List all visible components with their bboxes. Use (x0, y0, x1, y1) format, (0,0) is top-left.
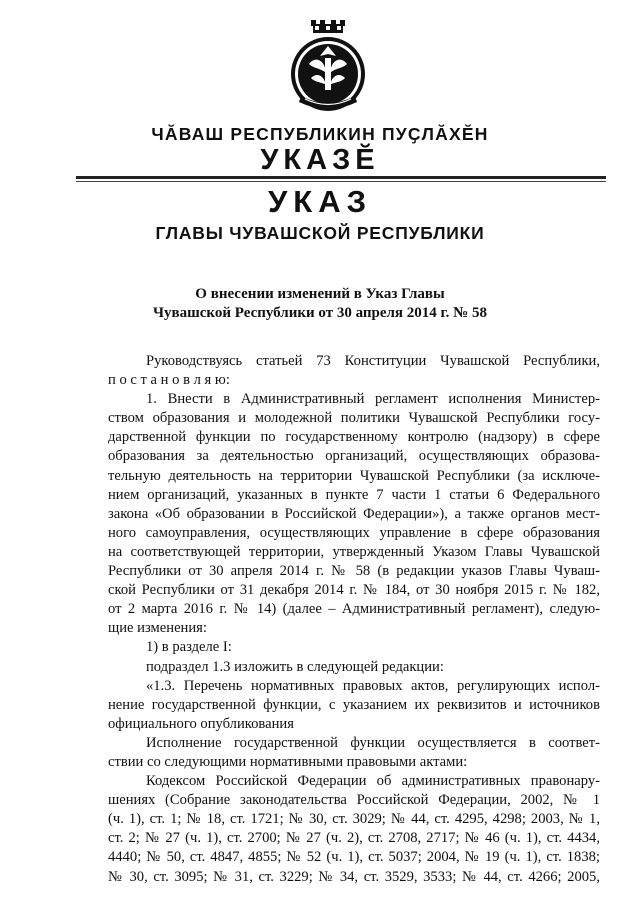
chuvash-ukaz-title: УКАЗӖ (260, 144, 380, 176)
body-line: официального опубликования (108, 715, 294, 732)
body-line: от 2 марта 2016 г. № 14) (далее – Административный регламент), следую- (108, 601, 600, 618)
body-line: нение государственной функции, с указанием их реквизитов и источников (108, 696, 600, 713)
body-line: шениях (Собрание законодательства Российской Федерации, 2002, № 1 (108, 792, 600, 809)
body-line: закона «Об образовании в Российской Федерации»), а также органов мест- (108, 505, 600, 522)
body-line: щие изменения: (108, 620, 207, 637)
body-line: Исполнение государственной функции осуществляется в соответ- (146, 734, 600, 751)
header-divider-thin (76, 181, 606, 182)
body-line: ствии со следующими нормативными правовыми актами: (108, 753, 468, 770)
body-line: ст. 2; № 27 (ч. 1), ст. 2700; № 27 (ч. 2), ст. 2708, 2717; № 46 (ч. 1), ст. 4434, (108, 830, 600, 847)
body-line: на соответствующей территории, утвержденный Указом Главы Чувашской (108, 543, 600, 560)
issuing-authority: ГЛАВЫ ЧУВАШСКОЙ РЕСПУБЛИКИ (155, 223, 485, 243)
body-line: 1) в разделе I: (146, 639, 232, 656)
body-line: Республики от 30 апреля 2014 г. № 58 (в редакции указов Главы Чуваш- (108, 563, 600, 580)
body-line: Кодексом Российской Федерации об административных правонару- (146, 773, 600, 790)
body-line: Руководствуясь статьей 73 Конституции Чувашской Республики, (146, 353, 600, 369)
document-subject (0, 285, 640, 323)
body-line: ством образования и молодежной политики Чувашской Республики госу- (108, 410, 600, 427)
document-type-title: УКАЗ (267, 184, 372, 219)
coat-of-arms-emblem (287, 20, 369, 114)
body-line: ного самоуправления, осуществляющих управление в сфере образования (108, 524, 600, 541)
body-line: образования за деятельностью организаций, осуществляющих образова- (108, 448, 600, 465)
chuvash-header-title: ЧӐВАШ РЕСПУБЛИКИН ПУҪЛӐХӖН (151, 124, 489, 144)
document-body (108, 352, 600, 887)
subject-line: Чувашской Республики от 30 апреля 2014 г. № 58 (153, 305, 487, 321)
body-line: нием организаций, указанных в пункте 7 части 1 статьи 6 Федерального (108, 486, 600, 503)
subject-line: О внесении изменений в Указ Главы (195, 286, 445, 302)
body-line: подраздел 1.3 изложить в следующей редакции: (146, 658, 444, 675)
body-line: тельную деятельность на территории Чувашской Республики (за исключе- (108, 467, 600, 484)
body-line: (ч. 1), ст. 1; № 18, ст. 1721; № 30, ст. 3029; № 44, ст. 4295, 4298; 2003, № 1, (108, 811, 600, 828)
body-line: «1.3. Перечень нормативных правовых актов, регулирующих испол- (146, 677, 600, 694)
body-line: 1. Внести в Административный регламент исполнения Министер- (146, 391, 600, 408)
body-line: ской Республики от 31 декабря 2014 г. № 184, от 30 ноября 2015 г. № 182, (108, 582, 600, 599)
header-divider-thick (76, 176, 606, 179)
body-line: № 30, ст. 3095; № 31, ст. 3229; № 34, ст. 3529, 3533; № 44, ст. 4266; 2005, (108, 868, 600, 885)
body-line-postanovlyayu: п о с т а н о в л я ю: (108, 372, 230, 389)
body-line: дарственной функции по государственному контролю (надзору) в сфере (108, 429, 600, 446)
body-line: 4440; № 50, ст. 4847, 4855; № 52 (ч. 1), ст. 5037; 2004, № 19 (ч. 1), ст. 1838; (108, 849, 600, 866)
